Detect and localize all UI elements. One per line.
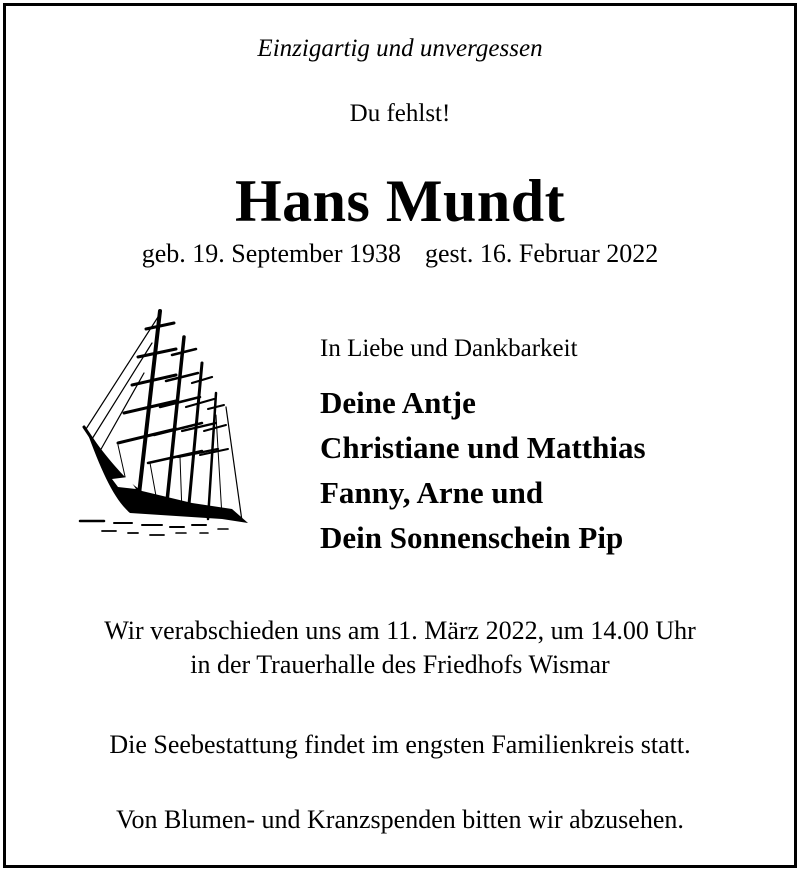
deceased-name: Hans Mundt: [234, 168, 566, 234]
sea-burial-note: Die Seebestattung findet im engsten Familienkreis statt.: [109, 730, 691, 759]
mourner-name: Deine Antje: [320, 385, 476, 420]
life-dates: [0, 238, 800, 270]
mourners-intro: In Liebe und Dankbarkeit: [320, 335, 578, 362]
mourner-name: Christiane und Matthias: [320, 430, 646, 465]
motto: Einzigartig und unvergessen: [257, 35, 543, 62]
mourners-block: [320, 334, 646, 560]
sailing-ship-icon: [72, 303, 256, 541]
death-date: gest. 16. Februar 2022: [424, 239, 659, 268]
farewell-line-2: in der Trauerhalle des Friedhofs Wismar: [190, 650, 610, 679]
mourners-names: [320, 380, 646, 560]
farewell-line-1: Wir verabschieden uns am 11. März 2022, um 14.00 Uhr: [104, 616, 696, 645]
mourner-name: Dein Sonnenschein Pip: [320, 520, 624, 555]
missing-line: Du fehlst!: [349, 100, 451, 127]
flowers-note: Von Blumen- und Kranzspenden bitten wir abzusehen.: [116, 805, 684, 834]
mourner-name: Fanny, Arne und: [320, 475, 544, 510]
birth-date: geb. 19. September 1938: [141, 239, 401, 268]
